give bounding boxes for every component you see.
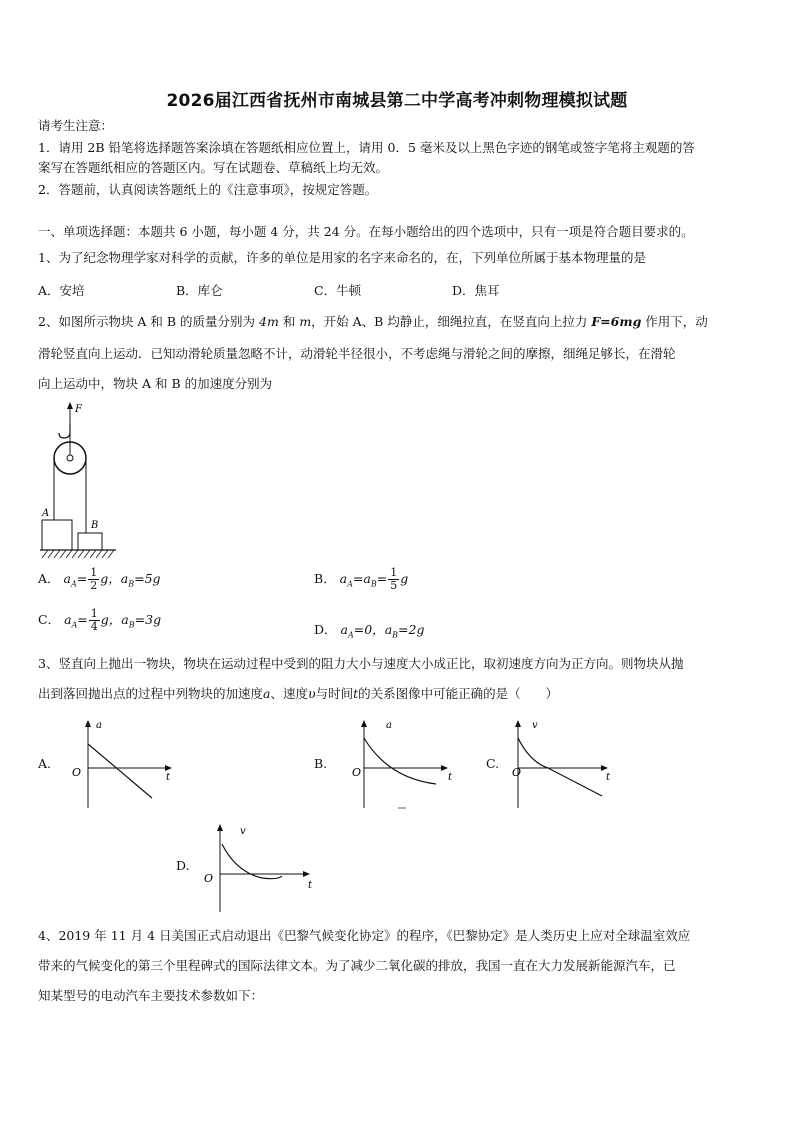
q2-force: F=6mg xyxy=(591,314,642,329)
fraction xyxy=(88,567,99,592)
q3-graph-a xyxy=(64,716,184,811)
math: A xyxy=(347,579,353,589)
page-title: 2026届江西省抚州市南城县第二中学高考冲刺物理模拟试题 xyxy=(166,91,628,111)
math: a xyxy=(63,571,71,586)
math: a xyxy=(384,622,393,637)
q4-stem-line-3: 知某型号的电动汽车主要技术参数如下： xyxy=(38,988,264,1003)
math: g xyxy=(400,571,409,586)
graph-curve xyxy=(222,844,282,879)
math: = xyxy=(76,571,88,586)
math: a xyxy=(339,571,348,586)
numerator: 1 xyxy=(90,566,98,579)
denominator: 2 xyxy=(90,579,98,592)
denominator: 5 xyxy=(390,579,398,592)
math: B xyxy=(128,620,135,630)
q3-var: t xyxy=(353,686,359,701)
q4-stem-line-2: 带来的气候变化的第三个里程碑式的国际法律文本。为了减少二氧化碳的排放，我国一直在大力发展新能源汽车，已 xyxy=(38,958,676,973)
option-label: D． xyxy=(314,622,337,637)
notice-item-1-line-2: 案写在答题纸相应的答题区内。写在试题卷、草稿纸上均无效。 xyxy=(38,160,389,175)
fraction xyxy=(388,567,399,592)
origin-label: O xyxy=(72,766,82,779)
math: a xyxy=(120,571,129,586)
option-label: B． xyxy=(314,571,336,586)
block-a-label: A xyxy=(42,508,50,519)
q2-text: ，开始 A、B 均静止，细绳拉直，在竖直向上拉力 xyxy=(311,314,592,329)
math: =3g xyxy=(134,612,162,627)
math: = xyxy=(77,612,88,627)
option-label: C． xyxy=(38,612,61,627)
graph-curve xyxy=(88,744,152,798)
math: A xyxy=(71,620,78,630)
graph-curve xyxy=(518,738,602,796)
q2-text: 作用下，动 xyxy=(641,314,708,329)
q2-text: 和 xyxy=(278,314,300,329)
notice-item-2: 2．答题前，认真阅读答题纸上的《注意事项》，按规定答题。 xyxy=(38,182,378,197)
fraction xyxy=(89,608,100,633)
math: a xyxy=(121,612,129,627)
q2-mass-a: 4m xyxy=(259,314,279,329)
y-axis-label: a xyxy=(386,720,392,731)
q3-graph-a-label: A. xyxy=(38,756,52,771)
numerator: 1 xyxy=(390,566,398,579)
q2-text: 2、如图所示物块 A 和 B 的质量分别为 xyxy=(38,314,260,329)
math: B xyxy=(392,630,399,640)
x-axis-label: t xyxy=(308,880,313,891)
block-b-label: B xyxy=(91,520,99,531)
q1-option-a: A．安培 xyxy=(38,283,85,298)
math: B xyxy=(370,579,377,589)
q1-stem: 1、为了纪念物理学家对科学的贡献，许多的单位是用家的名字来命名的，在，下列单位所属于基本物理量的是 xyxy=(38,250,646,265)
origin-label: O xyxy=(204,872,214,885)
notice-heading: 请考生注意： xyxy=(38,118,114,133)
notice-item-1-line-1: 1．请用 2B 铅笔将选择题答案涂填在答题纸相应位置上，请用 0．5 毫米及以上黑色字迹的钢笔或签字笔将主观题的答 xyxy=(38,140,695,155)
y-axis-label: v xyxy=(240,826,246,837)
option-label: A． xyxy=(38,571,60,586)
q2-option-b xyxy=(314,567,408,592)
math: a xyxy=(64,612,72,627)
origin-label: O xyxy=(512,766,522,779)
q2-stem-line-2: 滑轮竖直向上运动．已知动滑轮质量忽略不计，动滑轮半径很小，不考虑绳与滑轮之间的摩擦，细绳足够长，在滑轮 xyxy=(38,346,676,361)
denominator: 4 xyxy=(90,620,98,633)
q1-option-b: B．库仑 xyxy=(176,283,223,298)
force-label: F xyxy=(75,404,82,415)
q3-graph-b xyxy=(340,716,460,816)
math: a xyxy=(340,622,348,637)
q3-graph-d xyxy=(198,820,323,915)
q2-option-d xyxy=(314,620,424,640)
q1-option-d: D．焦耳 xyxy=(452,283,500,298)
q3-graph-b-label: B. xyxy=(314,756,328,771)
q1-option-c: C．牛顿 xyxy=(314,283,362,298)
q3-var: a xyxy=(263,686,271,701)
q2-stem-line-3: 向上运动中，物块 A 和 B 的加速度分别为 xyxy=(38,376,273,391)
math: =5g xyxy=(134,571,161,586)
origin-label: O xyxy=(352,766,362,779)
q4-stem-line-1: 4、2019 年 11 月 4 日美国正式启动退出《巴黎气候变化协定》的程序，《巴黎协定》是人类历史上应对全球温室效应 xyxy=(38,928,691,943)
q3-stem-line-1: 3、竖直向上抛出一物块，物块在运动过程中受到的阻力大小与速度大小成正比，取初速度方向为正方向。则物块从抛 xyxy=(38,656,684,671)
math: g， xyxy=(100,612,122,627)
q2-pulley-figure xyxy=(34,400,124,565)
q3-text: 与时间 xyxy=(315,686,354,701)
math: =2g xyxy=(398,622,425,637)
block-b xyxy=(78,533,102,550)
math: B xyxy=(128,579,135,589)
q3-graph-c-label: C. xyxy=(486,756,500,771)
q3-text: 、速度 xyxy=(270,686,308,701)
block-a xyxy=(42,520,72,550)
q3-graph-d-label: D. xyxy=(176,858,190,873)
x-axis-label: t xyxy=(606,772,611,783)
math: =0， xyxy=(353,622,385,637)
q2-stem-line-1 xyxy=(38,314,708,330)
section-heading: 一、单项选择题：本题共 6 小题，每小题 4 分，共 24 分。在每小题给出的四个选项中，只有一项是符合题目要求的。 xyxy=(38,224,694,239)
q3-text: 的关系图像中可能正确的是（ ） xyxy=(358,686,559,701)
q3-text: 出到落回抛出点的过程中列物块的加速度 xyxy=(38,686,264,701)
q2-mass-b: m xyxy=(299,314,312,329)
math: =a xyxy=(352,571,371,586)
math: g， xyxy=(100,571,121,586)
q2-option-c xyxy=(38,608,161,633)
x-axis-label: t xyxy=(166,772,171,783)
x-axis-label: t xyxy=(448,772,453,783)
q3-stem-line-2 xyxy=(38,686,558,702)
math: = xyxy=(376,571,388,586)
y-axis-label: v xyxy=(532,720,538,731)
y-axis-label: a xyxy=(96,720,102,731)
math: A xyxy=(347,630,354,640)
numerator: 1 xyxy=(90,607,98,620)
q3-var: υ xyxy=(307,686,316,701)
graph-curve xyxy=(364,738,436,784)
q3-graph-c xyxy=(508,716,628,811)
q2-option-a xyxy=(38,567,161,592)
math: A xyxy=(70,579,77,589)
